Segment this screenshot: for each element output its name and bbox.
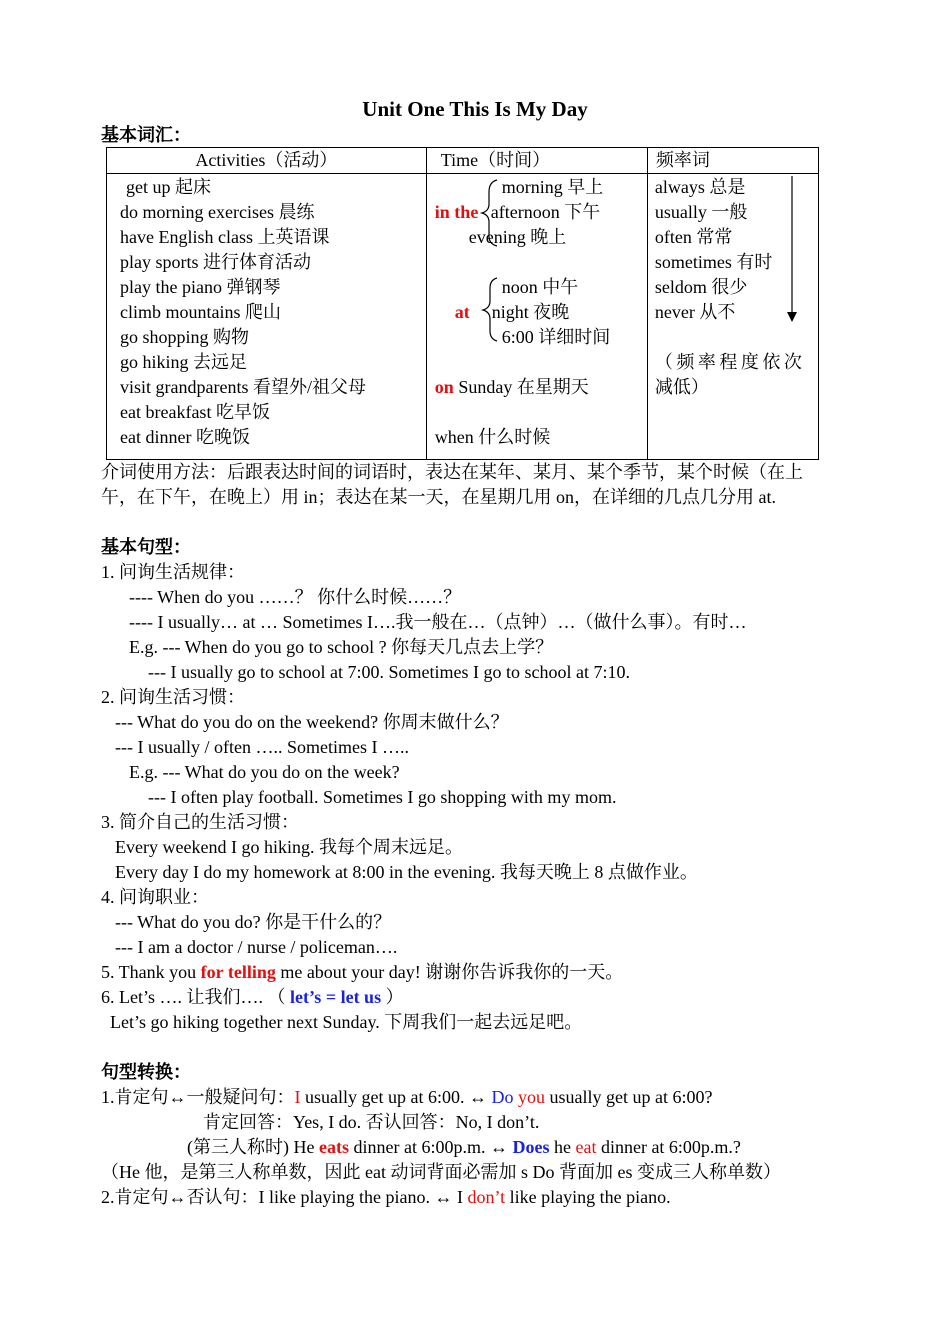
pattern-5-text: 5. Thank you (101, 962, 201, 982)
header-frequency: 频率词 (647, 148, 818, 174)
page-title: Unit One This Is My Day (362, 97, 588, 121)
activity-item: climb mountains 爬山 (120, 302, 281, 322)
highlight-eats: eats (318, 1137, 349, 1157)
pattern-3-title: 3. 简介自己的生活习惯： (101, 812, 299, 832)
pattern-1-line: ---- When do you ……？ 你什么时候……？ (129, 587, 462, 607)
prep-note-line-1: 介词使用方法：后跟表达时间的词语时，表达在某年、某月、某个季节，某个时候（在上 (101, 462, 803, 482)
activity-item: play the piano 弹钢琴 (120, 277, 281, 297)
time-clock: 6:00 详细时间 (501, 327, 611, 347)
pattern-6-text: ） (381, 987, 404, 1007)
transform-2 (101, 1185, 671, 1210)
frequency-note: （频率程度依次 (654, 352, 806, 372)
time-afternoon: afternoon 下午 (490, 202, 601, 222)
time-sunday-line (435, 375, 589, 400)
pattern-1-title: 1. 问询生活规律： (101, 562, 245, 582)
transform-1-answers: 肯定回答：Yes, I do. 否认回答：No, I don’t. (203, 1112, 540, 1132)
time-sunday: Sunday 在星期天 (453, 377, 589, 397)
pattern-2-line: --- What do you do on the weekend? 你周末做什么？ (115, 712, 509, 732)
decrease-arrow-icon (783, 174, 803, 324)
highlight-eat: eat (575, 1137, 597, 1157)
pattern-2-line: --- I usually / often ….. Sometimes I ….. (115, 737, 409, 757)
pattern-2-example: E.g. --- What do you do on the week? (129, 762, 400, 782)
prep-in-the: in the (434, 202, 479, 222)
transform-text: usually get up at 6:00? (544, 1087, 713, 1107)
pattern-4-title: 4. 问询职业： (101, 887, 209, 907)
highlight-dont: don’t (467, 1187, 506, 1207)
activity-item: do morning exercises 晨练 (120, 202, 315, 222)
activity-item: eat breakfast 吃早饭 (120, 402, 270, 422)
pattern-5-text: me about your day! 谢谢你告诉我你的一天。 (275, 962, 624, 982)
transform-text: (第三人称时) He (187, 1137, 319, 1157)
time-night: night 夜晚 (491, 302, 570, 322)
highlight-i: I (294, 1087, 301, 1107)
highlight-does: Does (512, 1137, 550, 1157)
activity-item: go shopping 购物 (120, 327, 250, 347)
activity-item: have English class 上英语课 (120, 227, 330, 247)
pattern-3-line: Every day I do my homework at 8:00 in the evening. 我每天晚上 8 点做作业。 (115, 862, 698, 882)
transform-1-note: （He 他，是第三人称单数，因此 eat 动词背面必需加 s Do 背面加 es 变成三人称单数） (101, 1162, 781, 1182)
time-morning: morning 早上 (501, 177, 604, 197)
pattern-1-line: ---- I usually… at … Sometimes I….我一般在…（点钟）…（做什么事）。有时… (129, 612, 747, 632)
pattern-4-line: --- I am a doctor / nurse / policeman…. (115, 937, 398, 957)
header-activities: Activities（活动） (107, 148, 427, 174)
highlight-you: you (517, 1087, 545, 1107)
vocab-table (106, 147, 819, 460)
highlight-for-telling: for telling (200, 962, 276, 982)
frequency-note-2: 减低） (654, 377, 709, 397)
pattern-6 (101, 985, 404, 1010)
transform-text: he (549, 1137, 576, 1157)
transform-heading: 句型转换： (101, 1062, 191, 1082)
transform-1-third-person (187, 1135, 741, 1160)
prep-at: at (454, 302, 470, 322)
activity-item: get up 起床 (126, 177, 211, 197)
transform-text: 2.肯定句↔否认句：I like playing the piano. ↔ I (101, 1187, 468, 1207)
frequency-item: always 总是 (654, 177, 746, 197)
pattern-1-example-answer: --- I usually go to school at 7:00. Sometimes I go to school at 7:10. (148, 662, 630, 682)
transform-1 (101, 1085, 712, 1110)
prep-note-line-2: 午，在下午，在晚上）用 in；表达在某一天，在星期几用 on，在详细的几点几分用 at. (101, 487, 776, 507)
transform-text: dinner at 6:00p.m.? (596, 1137, 741, 1157)
pattern-6-example: Let’s go hiking together next Sunday. 下周我们一起去远足吧。 (110, 1012, 583, 1032)
activity-item: visit grandparents 看望外/祖父母 (120, 377, 366, 397)
frequency-item: seldom 很少 (654, 277, 748, 297)
patterns-heading: 基本句型： (101, 537, 191, 557)
time-noon: noon 中午 (501, 277, 579, 297)
transform-text: like playing the piano. (505, 1187, 671, 1207)
pattern-6-text: 6. Let’s …. 让我们…. （ (101, 987, 290, 1007)
prep-on: on (434, 377, 454, 397)
activity-item: go hiking 去远足 (120, 352, 248, 372)
pattern-3-line: Every weekend I go hiking. 我每个周末远足。 (115, 837, 463, 857)
frequency-item: never 从不 (654, 302, 736, 322)
pattern-4-line: --- What do you do? 你是干什么的？ (115, 912, 392, 932)
activity-item: eat dinner 吃晚饭 (120, 427, 250, 447)
highlight-do: Do (491, 1087, 514, 1107)
transform-text: usually get up at 6:00. ↔ (300, 1087, 492, 1107)
transform-text: dinner at 6:00p.m. ↔ (348, 1137, 513, 1157)
vocab-heading: 基本词汇： (101, 125, 191, 145)
time-when: when 什么时候 (434, 427, 551, 447)
frequency-item: sometimes 有时 (654, 252, 773, 272)
frequency-item: usually 一般 (654, 202, 748, 222)
time-evening: evening 晚上 (468, 227, 567, 247)
pattern-2-example-answer: --- I often play football. Sometimes I go shopping with my mom. (148, 787, 617, 807)
pattern-2-title: 2. 问询生活习惯： (101, 687, 245, 707)
transform-text: 1.肯定句↔一般疑问句： (101, 1087, 295, 1107)
activity-item: play sports 进行体育活动 (120, 252, 311, 272)
pattern-1-example: E.g. --- When do you go to school ? 你每天几点去上学？ (129, 637, 554, 657)
header-time: Time（时间） (426, 148, 647, 174)
frequency-item: often 常常 (654, 227, 733, 247)
pattern-5 (101, 960, 623, 985)
highlight-lets: let’s = let us (290, 987, 382, 1007)
